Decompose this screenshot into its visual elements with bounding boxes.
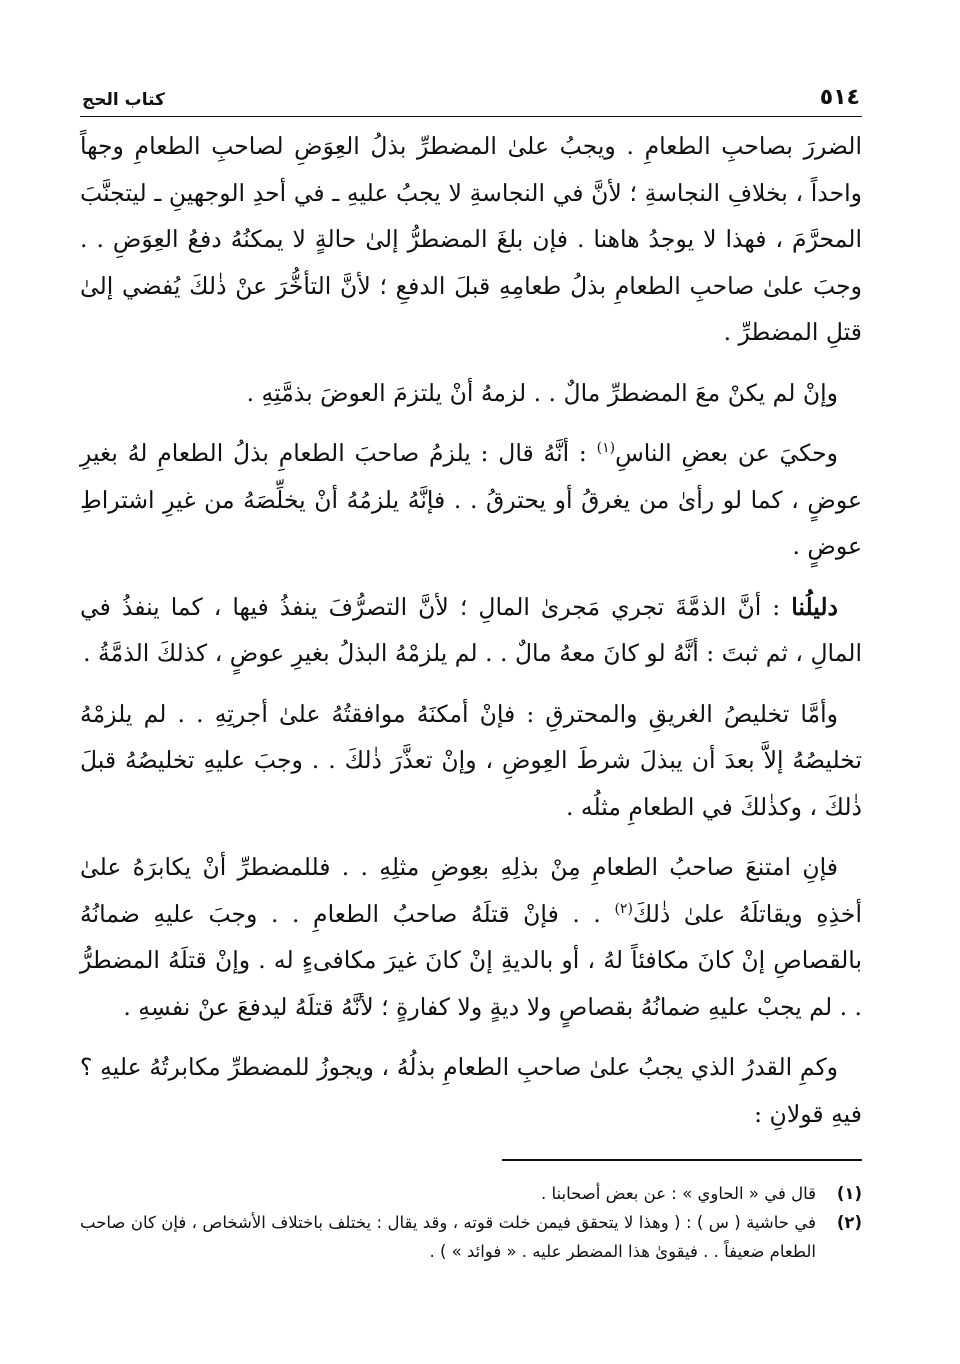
paragraph-text: وكمِ القدرُ الذي يجبُ علىٰ صاحبِ الطعامِ بذلُهُ ، ويجوزُ للمضطرِّ مكابرتُهُ عليهِ ؟ فيهِ قولانِ : — [80, 1053, 862, 1128]
footnote-divider — [502, 1159, 862, 1161]
footnote-ref-1[interactable]: (١) — [596, 440, 616, 457]
book-page — [80, 70, 862, 1266]
paragraph-text-after-ref: . . فإنْ قتلَهُ صاحبُ الطعامِ . . وجبَ عليهِ ضمانُهُ بالقصاصِ إنْ كانَ مكافئاً لهُ ، أو بالديةِ إنْ كانَ غيرَ مكافىءٍ له . وإنْ قتلَهُ المضطرُّ . . لم يجبْ عليهِ ضمانُهُ بقصاصٍ ولا ديةٍ ولا كفارةٍ ؛ لأنَّهُ قتلَهُ ليدفعَ عنْ نفسِهِ . — [80, 899, 862, 1021]
footnote-text: قال في « الحاوي » : عن بعض أصحابنا . — [541, 1184, 816, 1203]
footnote-text: في حاشية ( س ) : ( وهذا لا يتحقق فيمن خلت قوته ، وقد يقال : يختلف باختلاف الأشخاص ، فإن كان صاحب الطعام ضعيفاً . . فيقوىٰ هذا المضطر عليه . « فوائد » ) . — [80, 1213, 816, 1261]
main-text — [80, 123, 862, 1137]
paragraph-4 — [80, 584, 862, 677]
footnote-number: (٢) — [836, 1213, 862, 1232]
paragraph-6 — [80, 844, 862, 1030]
paragraph-text-before-ref: فإنِ امتنعَ صاحبُ الطعامِ مِنْ بذلِهِ بعِوضِ مثلِهِ . . فللمضطرِّ أنْ يكابرَهُ علىٰ أخذِهِ ويقاتلَهُ علىٰ ذٰلكَ — [80, 853, 862, 928]
paragraph-text: : أنَّ الذمَّةَ تجري مَجرىٰ المالِ ؛ لأنَّ التصرُّفَ ينفذُ فيها ، كما ينفذُ في المالِ ، ثم ثبتَ : أنَّهُ لو كانَ معهُ مالٌ . . لم يلزمْهُ البذلُ بغيرِ عوضٍ ، كذلكَ الذمَّةُ . — [80, 592, 862, 667]
page-header — [80, 70, 862, 117]
paragraph-text-after-ref: : أنَّهُ قال : يلزمُ صاحبَ الطعامِ بذلُ الطعامِ لهُ بغيرِ عوضٍ ، كما لو رأىٰ من يغرقُ أو يحترقُ . . فإنَّهُ يلزمُهُ أنْ يخلِّصَهُ من غيرِ اشتراطِ عوضٍ . — [80, 439, 862, 560]
paragraph-2 — [80, 370, 862, 417]
paragraph-text-before-ref: وحكيَ عن بعضِ الناسِ — [615, 439, 838, 467]
footnote-ref-2[interactable]: (٢) — [614, 900, 633, 917]
paragraph-3 — [80, 430, 862, 570]
paragraph-5 — [80, 691, 862, 831]
footnote-number: (١) — [836, 1184, 862, 1203]
paragraph-lead-word: دليلُنا — [791, 592, 838, 621]
paragraph-text: الضررَ بصاحبِ الطعامِ . ويجبُ علىٰ المضطرِّ بذلُ العِوَضِ لصاحبِ الطعامِ وجهاً واحداً ، بخلافِ النجاسةِ ؛ لأنَّ في النجاسةِ لا يجبُ عليهِ ـ في أحدِ الوجهينِ ـ ليتجنَّبَ المحرَّمَ ، فهذا لا يوجدُ هاهنا . فإن بلغَ المضطرُّ إلىٰ حالةٍ لا يمكنُهُ دفعُ العِوَضِ . . وجبَ علىٰ صاحبِ الطعامِ بذلُ طعامِهِ قبلَ الدفعِ ؛ لأنَّ التأخُّرَ عنْ ذٰلكَ يُفضي إلىٰ قتلِ المضطرِّ . — [80, 132, 862, 346]
running-title: كتاب الحج — [82, 90, 165, 110]
page-number: ٥١٤ — [819, 85, 860, 110]
footnote-2 — [80, 1208, 862, 1266]
footnote-1 — [80, 1179, 862, 1208]
paragraph-7 — [80, 1044, 862, 1137]
footnotes — [80, 1179, 862, 1266]
paragraph-text: وأمَّا تخليصُ الغريقِ والمحترقِ : فإنْ أمكنَهُ موافقتُهُ علىٰ أجرتِهِ . . لم يلزمْهُ تخليصُهُ إلاَّ بعدَ أن يبذلَ شرطَ العِوضِ ، وإنْ تعذَّرَ ذٰلكَ . . وجبَ عليهِ تخليصُهُ قبلَ ذٰلكَ ، وكذٰلكَ في الطعامِ مثلُه . — [80, 699, 862, 821]
paragraph-text: وإنْ لم يكنْ معَ المضطرِّ مالٌ . . لزمهُ أنْ يلتزمَ العوضَ بذمَّتِهِ . — [246, 378, 838, 407]
paragraph-1 — [80, 123, 862, 356]
